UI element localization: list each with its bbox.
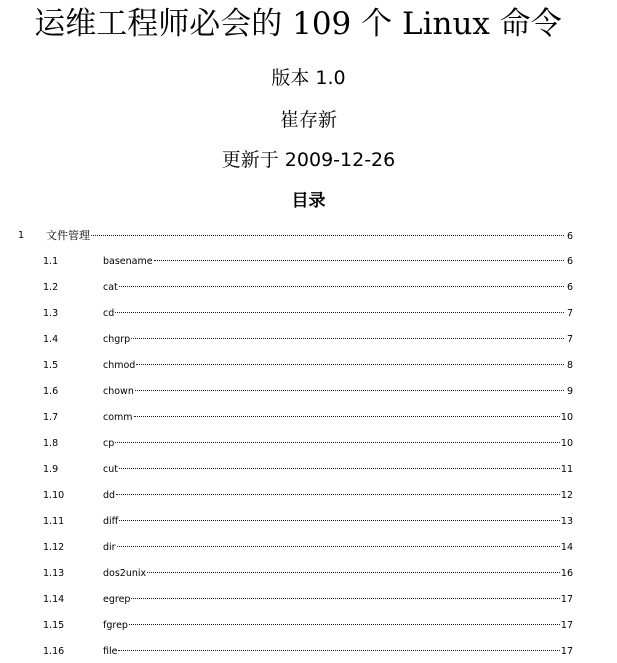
dot-leader xyxy=(129,624,560,625)
toc-label: chown xyxy=(103,386,134,397)
toc-entry[interactable] xyxy=(0,305,617,323)
toc-page-number: 9 xyxy=(566,386,573,397)
toc-page-number: 16 xyxy=(560,568,573,579)
toc-label: cd xyxy=(103,308,115,319)
toc-label: cat xyxy=(103,282,118,293)
toc-number: 1.3 xyxy=(43,308,59,319)
toc-page-number: 7 xyxy=(566,334,573,345)
dot-leader xyxy=(91,235,564,236)
dot-leader xyxy=(147,572,560,573)
toc-page-number: 11 xyxy=(560,464,573,475)
toc-number: 1.6 xyxy=(43,386,59,397)
toc-label: diff xyxy=(103,516,119,527)
toc-entry[interactable] xyxy=(0,539,617,557)
toc-entry[interactable] xyxy=(0,513,617,531)
toc-page-number: 6 xyxy=(566,282,573,293)
toc-label: egrep xyxy=(103,594,131,605)
toc-label: chmod xyxy=(103,360,136,371)
dot-leader xyxy=(136,364,564,365)
document-title: 运维工程师必会的 109 个 Linux 命令 xyxy=(34,6,562,42)
dot-leader xyxy=(116,494,560,495)
dot-leader xyxy=(118,650,559,651)
toc-label: fgrep xyxy=(103,620,128,631)
toc-entry[interactable] xyxy=(0,643,617,661)
toc-label: 文件管理 xyxy=(46,229,90,242)
updated-date: 更新于 2009-12-26 xyxy=(221,149,396,171)
dot-leader xyxy=(131,338,564,339)
toc-number: 1 xyxy=(18,230,25,241)
toc-entry[interactable] xyxy=(0,487,617,505)
toc-entry[interactable] xyxy=(0,591,617,609)
toc-page-number: 6 xyxy=(566,256,573,267)
toc-entry[interactable] xyxy=(0,435,617,453)
dot-leader xyxy=(134,416,560,417)
toc-page-number: 7 xyxy=(566,308,573,319)
toc-entry[interactable] xyxy=(0,409,617,427)
toc-page-number: 10 xyxy=(560,438,573,449)
toc-number: 1.4 xyxy=(43,334,59,345)
toc-heading: 目录 xyxy=(291,191,326,211)
toc-number: 1.7 xyxy=(43,412,59,423)
toc-page-number: 17 xyxy=(560,646,573,657)
toc-label: cp xyxy=(103,438,115,449)
toc-label: cut xyxy=(103,464,118,475)
dot-leader xyxy=(119,286,564,287)
toc-page-number: 14 xyxy=(560,542,573,553)
dot-leader xyxy=(135,390,564,391)
dot-leader xyxy=(119,520,560,521)
dot-leader xyxy=(117,546,560,547)
toc-label: file xyxy=(103,646,118,657)
toc-page-number: 10 xyxy=(560,412,573,423)
dot-leader xyxy=(119,468,560,469)
toc-entry[interactable] xyxy=(0,383,617,401)
toc-number: 1.12 xyxy=(43,542,65,553)
toc-entry[interactable] xyxy=(0,331,617,349)
toc-page-number: 17 xyxy=(560,620,573,631)
author-name: 崔存新 xyxy=(279,109,337,131)
dot-leader xyxy=(154,260,564,261)
toc-entry[interactable] xyxy=(0,617,617,635)
toc-label: dd xyxy=(103,490,116,501)
toc-number: 1.5 xyxy=(43,360,59,371)
toc-number: 1.14 xyxy=(43,594,65,605)
toc-page-number: 8 xyxy=(566,360,573,371)
toc-label: basename xyxy=(103,256,153,267)
dot-leader xyxy=(115,442,560,443)
toc-number: 1.15 xyxy=(43,620,65,631)
toc-number: 1.11 xyxy=(43,516,65,527)
toc-entry-section[interactable] xyxy=(0,227,617,245)
toc-number: 1.10 xyxy=(43,490,65,501)
toc-label: comm xyxy=(103,412,133,423)
toc-label: chgrp xyxy=(103,334,131,345)
toc-number: 1.1 xyxy=(43,256,59,267)
toc-number: 1.9 xyxy=(43,464,59,475)
toc-page-number: 12 xyxy=(560,490,573,501)
toc-number: 1.8 xyxy=(43,438,59,449)
version-label: 版本 1.0 xyxy=(271,67,346,89)
toc-page-number: 6 xyxy=(566,231,573,242)
toc-entry[interactable] xyxy=(0,565,617,583)
dot-leader xyxy=(115,312,564,313)
dot-leader xyxy=(131,598,559,599)
toc-entry[interactable] xyxy=(0,253,617,271)
toc-entry[interactable] xyxy=(0,357,617,375)
toc-number: 1.13 xyxy=(43,568,65,579)
toc-page-number: 13 xyxy=(560,516,573,527)
toc-label: dos2unix xyxy=(103,568,147,579)
toc-label: dir xyxy=(103,542,116,553)
toc-page-number: 17 xyxy=(560,594,573,605)
toc-number: 1.2 xyxy=(43,282,59,293)
toc-entry[interactable] xyxy=(0,461,617,479)
toc-entry[interactable] xyxy=(0,279,617,297)
toc-number: 1.16 xyxy=(43,646,65,657)
